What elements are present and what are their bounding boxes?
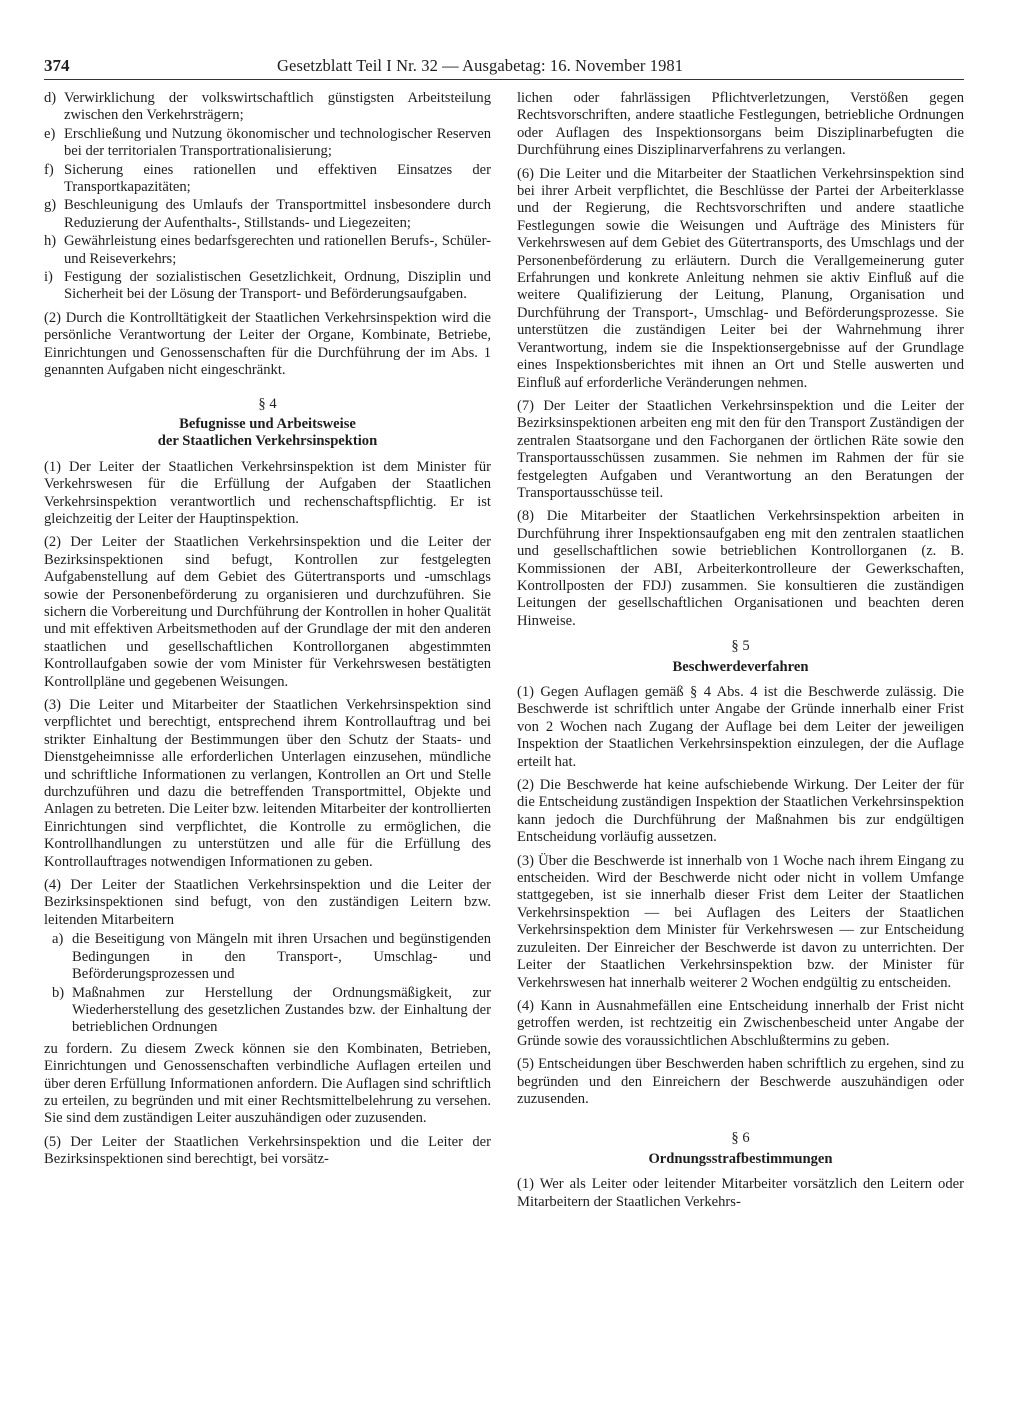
paragraph-4-6: (6) Die Leiter und die Mitarbeiter der Staatlichen Verkehrsinspektion sind bei ihrer Arbeit verpflichtet, die Beschlüsse der Partei der Arbeiterklasse und der Regierung, die Rechtsvorschriften und andere staatliche Festlegungen sowie die Weisungen und Aufträge des Ministers für Verkehrswesen auf dem Gebiet des Gütertransports, des Umschlags und der Personenbeförderung zu erläutern. Durch die Verallgemeinerung guter Erfahrungen und konkrete Anleitung nehmen sie aktiv Einfluß auf die weitere Qualifizierung der Leitung, Planung, Organisation und Durchführung der Transport-, Umschlag- und Beförderungsprozesse. Sie unterstützen die zuständigen Leiter bei der Wahrnehmung ihrer Verantwortung, indem sie die Inspektionsergebnisse auf der Grundlage eines Inspektionsberichtes mit ihnen an Ort und Stelle auswerten und Einfluß auf erforderliche Veränderungen nehmen. [517,165,964,391]
section-6-title: Ordnungsstrafbestimmungen [648,1150,833,1167]
right-column [517,90,964,1217]
list-top [44,90,491,304]
list-item: a) die Beseitigung von Mängeln mit ihren Ursachen und begünstigenden Bedingungen in den Transport-, Umschlag- und Beförderungsprozessen und [52,931,491,983]
header-rule [44,79,964,80]
paragraph-4-4-continued: zu fordern. Zu diesem Zweck können sie den Kombinaten, Betrieben, Einrichtungen und Genossenschaften verbindliche Auflagen erteilen und über deren Erfüllung Informationen anfordern. Die Auflagen sind schriftlich zu erteilen, zu begründen und mit einer Rechtsmittelbelehrung zu versehen. Sie sind dem zuständigen Leiter auszuhändigen oder zuzusenden. [44,1040,491,1127]
paragraph-6-1: (1) Wer als Leiter oder leitender Mitarbeiter vorsätzlich den Leitern oder Mitarbeitern der Staatlichen Verkehrs- [517,1176,964,1210]
section-4-number: § 4 [258,395,277,412]
page-header [44,46,964,82]
list-item: e) Erschließung und Nutzung ökonomischer und technologischer Reserven bei der territorialen Transportrationalisierung; [44,125,491,160]
list-item: i) Festigung der sozialistischen Gesetzlichkeit, Ordnung, Disziplin und Sicherheit bei der Lösung der Transport- und Beförderungsaufgaben. [44,269,491,303]
paragraph-4-8: (8) Die Mitarbeiter der Staatlichen Verkehrsinspektion arbeiten in Durchführung ihrer Inspektionsaufgaben eng mit den zentralen staatlichen und gesellschaftlichen sowie betrieblichen Kontrollorganen (z. B. Kommissionen der ABI, Arbeiterkontrolleure der Gewerkschaften, Kontrollposten der FDJ) zusammen. Sie konsultieren die zuständigen Leitungen der gesellschaftlichen Organisationen und beachten deren Hinweise. [517,508,964,629]
paragraph-4-2: (2) Der Leiter der Staatlichen Verkehrsinspektion und die Leiter der Bezirksinspektionen sind befugt, Kontrollen zur festgelegten Aufgabenstellung auf dem Gebiet des Gütertransports und -umschlags sowie der Personenbeförderung zu organisieren und durchzuführen. Sie sichern die Vorbereitung und Durchführung der Kontrollen in hoher Qualität und mit effektiven Arbeitsmethoden auf der Grundlage der mit den anderen staatlichen und gesellschaftlichen Kontrollorganen abgestimmten Kontrollaufgaben sowie der vom Minister für Verkehrswesen bestätigten Kontrollpläne und gegebenen Weisungen. [44,534,491,690]
page-number: 374 [44,56,70,75]
list-item: f) Sicherung eines rationellen und effektiven Einsatzes der Transportkapazitäten; [44,161,491,196]
section-4-title: Befugnisse und Arbeitsweise der Staatlichen Verkehrsinspektion [157,415,378,450]
running-head: Gesetzblatt Teil I Nr. 32 — Ausgabetag: 16. November 1981 [277,56,684,75]
paragraph-5-2: (2) Die Beschwerde hat keine aufschiebende Wirkung. Der Leiter der für die Entscheidung zuständigen Inspektion der Staatlichen Verkehrsinspektion kann jedoch die Durchführung der Maßnahmen bis zur endgültigen Entscheidung vorläufig aussetzen. [517,777,964,846]
list-item: d) Verwirklichung der volkswirtschaftlich günstigsten Arbeitsteilung zwischen den Verkehrsträgern; [44,90,491,124]
section-5-title: Beschwerdeverfahren [672,658,809,675]
list-item: b) Maßnahmen zur Herstellung der Ordnungsmäßigkeit, zur Wiederherstellung des gesetzlichen Zustandes bzw. der Einhaltung der betrieblichen Ordnungen [52,984,491,1036]
paragraph-4-4: (4) Der Leiter der Staatlichen Verkehrsinspektion und die Leiter der Bezirksinspektionen sind befugt, von den zuständigen Leitern bzw. leitenden Mitarbeitern [44,877,491,928]
paragraph-4-5-continued: lichen oder fahrlässigen Pflichtverletzungen, Verstößen gegen Rechtsvorschriften, andere staatliche Festlegungen, betriebliche Ordnungen oder Auflagen des Inspektionsorgans beim Disziplinarbefugten die Durchführung eines Disziplinarverfahrens zu verlangen. [517,90,964,159]
paragraph-4-5: (5) Der Leiter der Staatlichen Verkehrsinspektion und die Leiter der Bezirksinspektionen sind berechtigt, bei vorsätz- [44,1133,491,1168]
paragraph-4-7: (7) Der Leiter der Staatlichen Verkehrsinspektion und die Leiter der Bezirksinspektionen arbeiten eng mit den für den Transport Zuständigen der zentralen Staatsorgane und den Fachorganen der örtlichen Räte sowie den Transportausschüssen zusammen. Sie nehmen im Rahmen der für sie festgelegten Aufgaben und Verantwortung an den Beratungen der Transportausschüsse teil. [517,397,964,501]
paragraph-5-4: (4) Kann in Ausnahmefällen eine Entscheidung innerhalb der Frist nicht getroffen werden, ist rechtzeitig ein Zwischenbescheid unter Angabe der Gründe sowie des voraussichtlichen Abschlußtermins zu geben. [517,997,964,1049]
paragraph-4-1: (1) Der Leiter der Staatlichen Verkehrsinspektion ist dem Minister für Verkehrswesen für die Erfüllung der Aufgaben der Staatlichen Verkehrsinspektion verantwortlich und rechenschaftspflichtig. Er ist gleichzeitig der Leiter der Hauptinspektion. [44,458,491,527]
list-item: g) Beschleunigung des Umlaufs der Transportmittel insbesondere durch Reduzierung der Aufenthalts-, Stillstands- und Liegezeiten; [44,197,491,231]
paragraph-5-5: (5) Entscheidungen über Beschwerden haben schriftlich zu ergehen, sind zu begründen und den Einreichern der Beschwerde auszuhändigen oder zuzusenden. [517,1056,964,1107]
paragraph-5-1: (1) Gegen Auflagen gemäß § 4 Abs. 4 ist die Beschwerde zulässig. Die Beschwerde ist schriftlich unter Angabe der Gründe innerhalb einer Frist von 2 Wochen nach Zugang der Auflage bei dem Leiter der jeweiligen Inspektion der Staatlichen Verkehrsinspektion einzulegen, der die Auflage erteilt hat. [517,684,964,770]
list-item: h) Gewährleistung eines bedarfsgerechten und rationellen Berufs-, Schüler- und Reiseverkehrs; [44,233,491,267]
section-6-number: § 6 [731,1130,750,1147]
paragraph-5-3: (3) Über die Beschwerde ist innerhalb von 1 Woche nach ihrem Eingang zu entscheiden. Wird der Beschwerde nicht oder nicht in vollem Umfange stattgegeben, ist sie innerhalb dieser Frist dem Leiter der Staatlichen Verkehrsinspektion — bei Auflagen des Leiters der Staatlichen Verkehrsinspektion dem Minister für Verkehrswesen — zur Entscheidung zuzuleiten. Der Einreicher der Beschwerde ist davon zu unterrichten. Der Leiter der Staatlichen Verkehrsinspektion bzw. der Minister für Verkehrswesen hat innerhalb weiterer 2 Wochen endgültig zu entscheiden. [517,852,964,991]
left-column [44,90,491,1217]
section-5-number: § 5 [731,638,750,655]
list-4 [44,931,491,1036]
text-columns [44,90,964,1217]
paragraph-3-2: (2) Durch die Kontrolltätigkeit der Staatlichen Verkehrsinspektion wird die persönliche Verantwortung der Leiter der Organe, Kombinate, Betriebe, Einrichtungen und Genossenschaften für die Durchführung der im Abs. 1 genannten Aufgaben nicht eingeschränkt. [44,309,491,379]
paragraph-4-3: (3) Die Leiter und Mitarbeiter der Staatlichen Verkehrsinspektion sind verpflichtet und berechtigt, entsprechend ihrem Kontrollauftrag und bei strikter Einhaltung der Bestimmungen über den Schutz der Staats- und Dienstgeheimnisse alle erforderlichen Unterlagen einzusehen, mündliche und schriftliche Informationen zu verlangen, Kontrollen an Ort und Stelle durchzuführen und dazu die betreffenden Transportmittel, Objekte und Anlagen zu betreten. Die Leiter bzw. leitenden Mitarbeiter der kontrollierten Einrichtungen sind verpflichtet, die Kontrolle zu ermöglichen, die Kontrollhandlungen zu unterstützen und alle für die Erfüllung des Kontrollauftrages notwendigen Informationen zu geben. [44,697,491,870]
